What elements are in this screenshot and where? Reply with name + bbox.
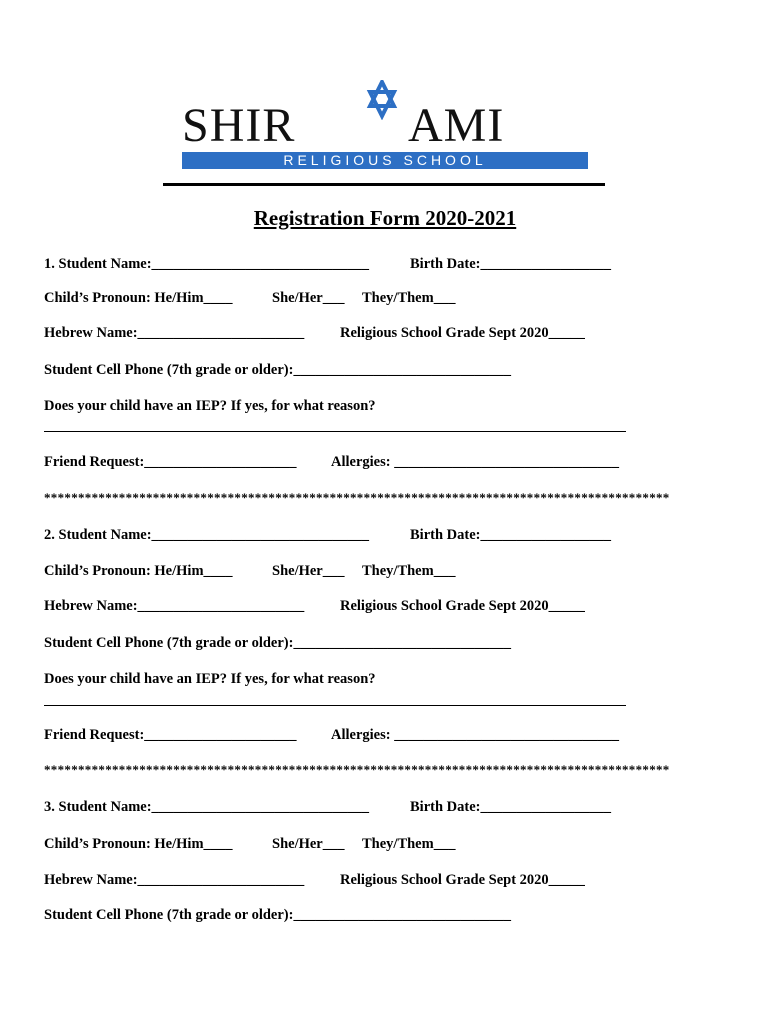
logo-word-shir: SHIR: [182, 99, 296, 152]
student-2-name-field[interactable]: 2. Student Name:______________________________: [44, 527, 370, 543]
logo-word-ami: AMI: [408, 99, 505, 152]
student-3-pronoun-they[interactable]: They/Them___: [362, 836, 456, 852]
student-3-pronoun-he[interactable]: Child’s Pronoun: He/Him____: [44, 836, 233, 852]
student-2-friend-request-field[interactable]: Friend Request:_____________________: [44, 727, 297, 743]
student-3-birth-date-field[interactable]: Birth Date:__________________: [410, 799, 611, 815]
student-3-hebrew-name-field[interactable]: Hebrew Name:_______________________: [44, 872, 305, 888]
student-2-birth-date-field[interactable]: Birth Date:__________________: [410, 527, 611, 543]
page-title: Registration Form 2020-2021: [253, 206, 517, 230]
student-2-iep-question: Does your child have an IEP? If yes, for what reason?: [44, 671, 376, 687]
shir-ami-logo: [180, 80, 592, 172]
student-1-pronoun-she[interactable]: She/Her___: [272, 290, 345, 306]
student-2-pronoun-he[interactable]: Child’s Pronoun: He/Him____: [44, 563, 233, 579]
student-2-pronoun-she[interactable]: She/Her___: [272, 563, 345, 579]
student-2-hebrew-name-field[interactable]: Hebrew Name:_______________________: [44, 598, 305, 614]
student-1-pronoun-he[interactable]: Child’s Pronoun: He/Him____: [44, 290, 233, 306]
student-1-pronoun-they[interactable]: They/Them___: [362, 290, 456, 306]
student-1-allergies-field[interactable]: Allergies: _______________________________: [331, 454, 619, 470]
student-1-name-field[interactable]: 1. Student Name:______________________________: [44, 256, 370, 272]
header-divider: [163, 183, 605, 186]
student-1-birth-date-field[interactable]: Birth Date:__________________: [410, 256, 611, 272]
student-3-cell-phone-field[interactable]: Student Cell Phone (7th grade or older):______________________________: [44, 907, 511, 923]
student-1-friend-request-field[interactable]: Friend Request:_____________________: [44, 454, 297, 470]
logo-subtitle-band: RELIGIOUS SCHOOL: [182, 152, 588, 169]
student-2-allergies-field[interactable]: Allergies: _______________________________: [331, 727, 619, 743]
section-separator: ********************************************************************************************: [44, 490, 670, 505]
student-1-hebrew-name-field[interactable]: Hebrew Name:_______________________: [44, 325, 305, 341]
student-1-cell-phone-field[interactable]: Student Cell Phone (7th grade or older):______________________________: [44, 362, 511, 378]
star-of-david-icon: [354, 80, 410, 120]
student-2-iep-answer-line[interactable]: [44, 705, 626, 706]
student-3-pronoun-she[interactable]: She/Her___: [272, 836, 345, 852]
student-2-pronoun-they[interactable]: They/Them___: [362, 563, 456, 579]
student-2-cell-phone-field[interactable]: Student Cell Phone (7th grade or older):______________________________: [44, 635, 511, 651]
student-3-grade-field[interactable]: Religious School Grade Sept 2020_____: [340, 872, 585, 888]
student-1-iep-answer-line[interactable]: [44, 431, 626, 432]
student-1-iep-question: Does your child have an IEP? If yes, for what reason?: [44, 398, 376, 414]
student-3-name-field[interactable]: 3. Student Name:______________________________: [44, 799, 370, 815]
student-1-grade-field[interactable]: Religious School Grade Sept 2020_____: [340, 325, 585, 341]
section-separator: ********************************************************************************************: [44, 762, 670, 777]
student-2-grade-field[interactable]: Religious School Grade Sept 2020_____: [340, 598, 585, 614]
